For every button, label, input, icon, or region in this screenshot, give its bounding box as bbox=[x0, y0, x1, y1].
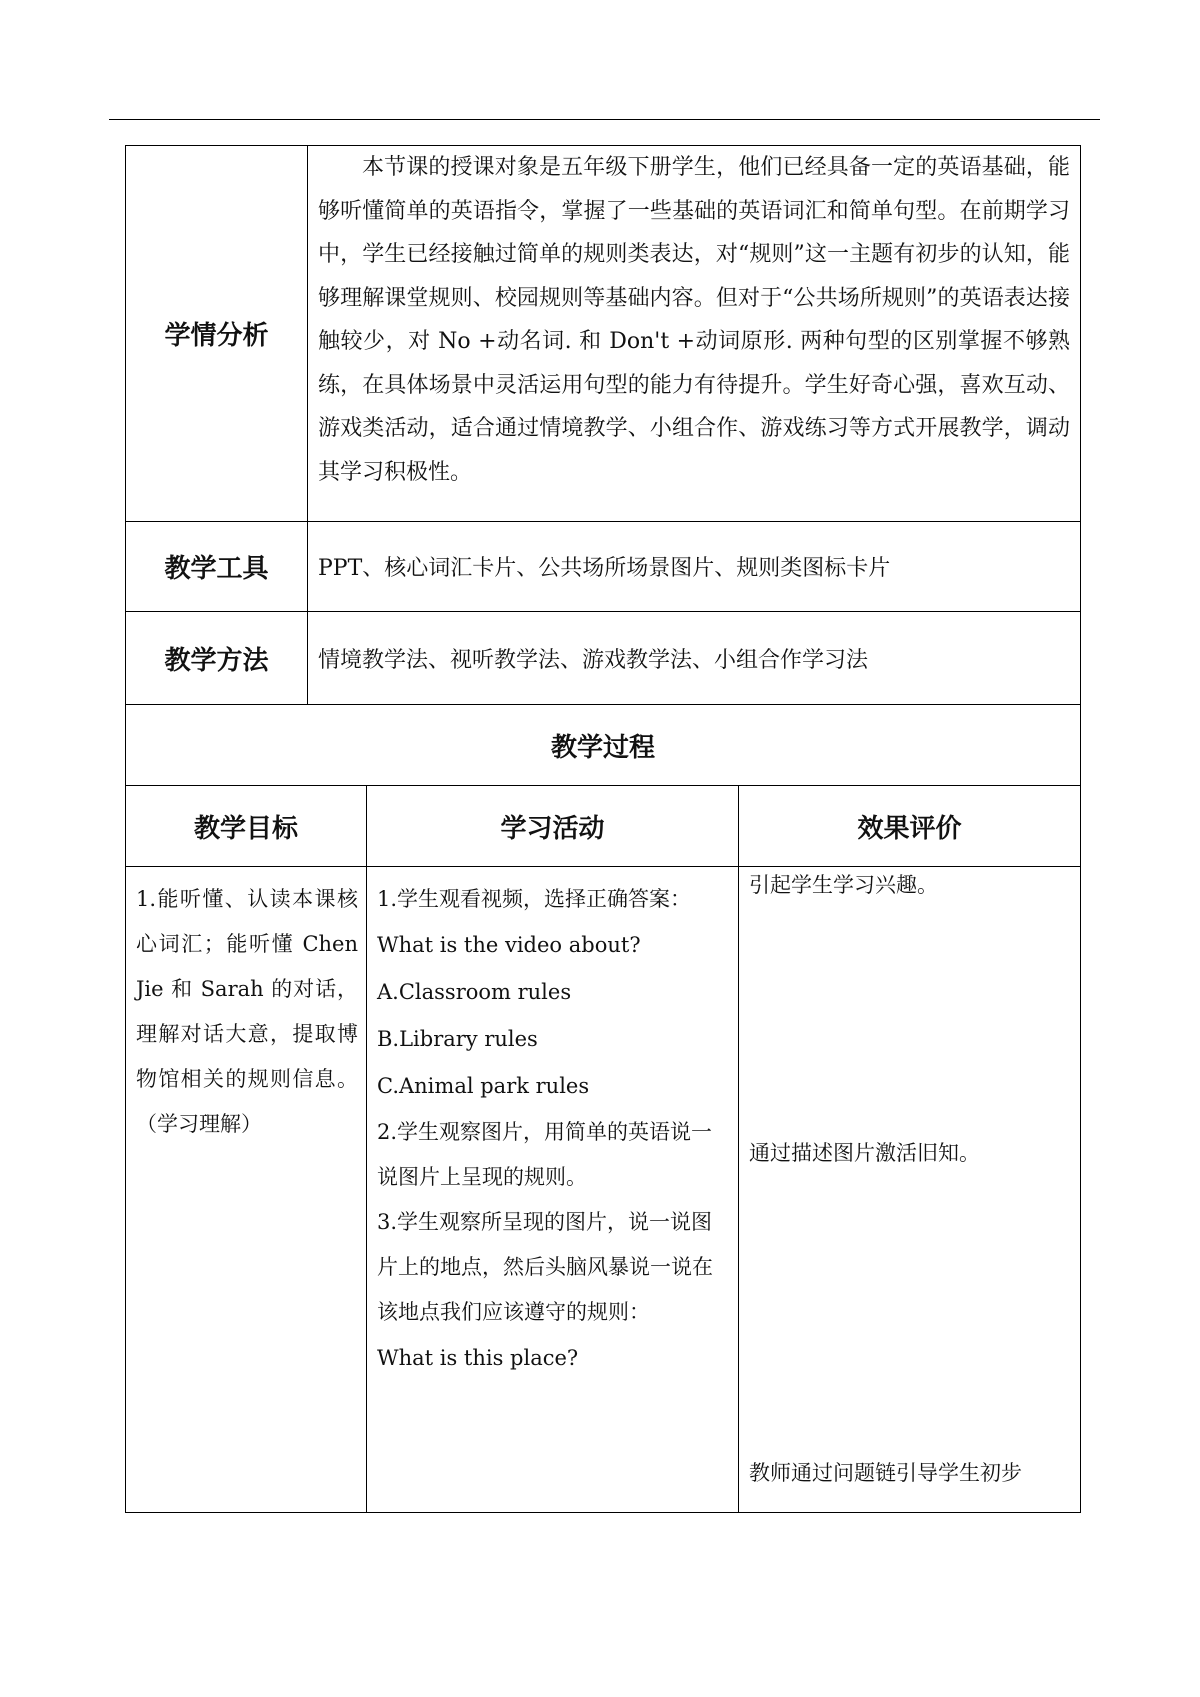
activity-item: B.Library rules bbox=[377, 1027, 538, 1051]
tools-label: 教学工具 bbox=[126, 522, 308, 612]
effect-item: 引起学生学习兴趣。 bbox=[749, 873, 938, 897]
process-row bbox=[126, 867, 1081, 1513]
activity-item: What is the video about? bbox=[377, 933, 641, 957]
goal-cell: 1.能听懂、认读本课核心词汇；能听懂 Chen Jie 和 Sarah 的对话，理解对话大意，提取博物馆相关的规则信息。（学习理解） bbox=[126, 867, 367, 1513]
activity-item: 2.学生观察图片，用简单的英语说一说图片上呈现的规则。 bbox=[377, 1120, 713, 1189]
process-title-row bbox=[126, 705, 1081, 786]
process-title: 教学过程 bbox=[126, 705, 1081, 786]
effect-cell bbox=[739, 867, 1081, 1513]
tools-row bbox=[126, 522, 1081, 612]
header-effect: 效果评价 bbox=[739, 786, 1081, 867]
analysis-label: 学情分析 bbox=[126, 146, 308, 522]
header-activity: 学习活动 bbox=[367, 786, 739, 867]
tools-text: PPT、核心词汇卡片、公共场所场景图片、规则类图标卡片 bbox=[308, 522, 1081, 612]
activity-item: C.Animal park rules bbox=[377, 1074, 590, 1098]
methods-row bbox=[126, 612, 1081, 705]
lesson-plan-table bbox=[125, 145, 1081, 1513]
activity-item: A.Classroom rules bbox=[377, 980, 572, 1004]
activity-item: 1.学生观看视频，选择正确答案： bbox=[377, 887, 692, 911]
analysis-row bbox=[126, 146, 1081, 522]
activity-cell bbox=[367, 867, 739, 1513]
column-header-row bbox=[126, 786, 1081, 867]
analysis-text: 本节课的授课对象是五年级下册学生，他们已经具备一定的英语基础，能够听懂简单的英语指令，掌握了一些基础的英语词汇和简单句型。在前期学习中，学生已经接触过简单的规则类表达，对“规则”这一主题有初步的认知，能够理解课堂规则、校园规则等基础内容。但对于“公共场所规则”的英语表达接触较少，对 No +动名词. 和 Don't +动词原形. 两种句型的区别掌握不够熟练，在具体场景中灵活运用句型的能力有待提升。学生好奇心强，喜欢互动、游戏类活动，适合通过情境教学、小组合作、游戏练习等方式开展教学，调动其学习积极性。 bbox=[308, 146, 1081, 522]
methods-label: 教学方法 bbox=[126, 612, 308, 705]
effect-item: 教师通过问题链引导学生初步 bbox=[749, 1461, 1022, 1485]
methods-text: 情境教学法、视听教学法、游戏教学法、小组合作学习法 bbox=[308, 612, 1081, 705]
effect-item: 通过描述图片激活旧知。 bbox=[749, 1141, 980, 1165]
header-rule bbox=[109, 119, 1100, 120]
activity-item: What is this place? bbox=[377, 1346, 579, 1370]
activity-item: 3.学生观察所呈现的图片，说一说图片上的地点，然后头脑风暴说一说在该地点我们应该遵守的规则： bbox=[377, 1210, 713, 1324]
header-goal: 教学目标 bbox=[126, 786, 367, 867]
